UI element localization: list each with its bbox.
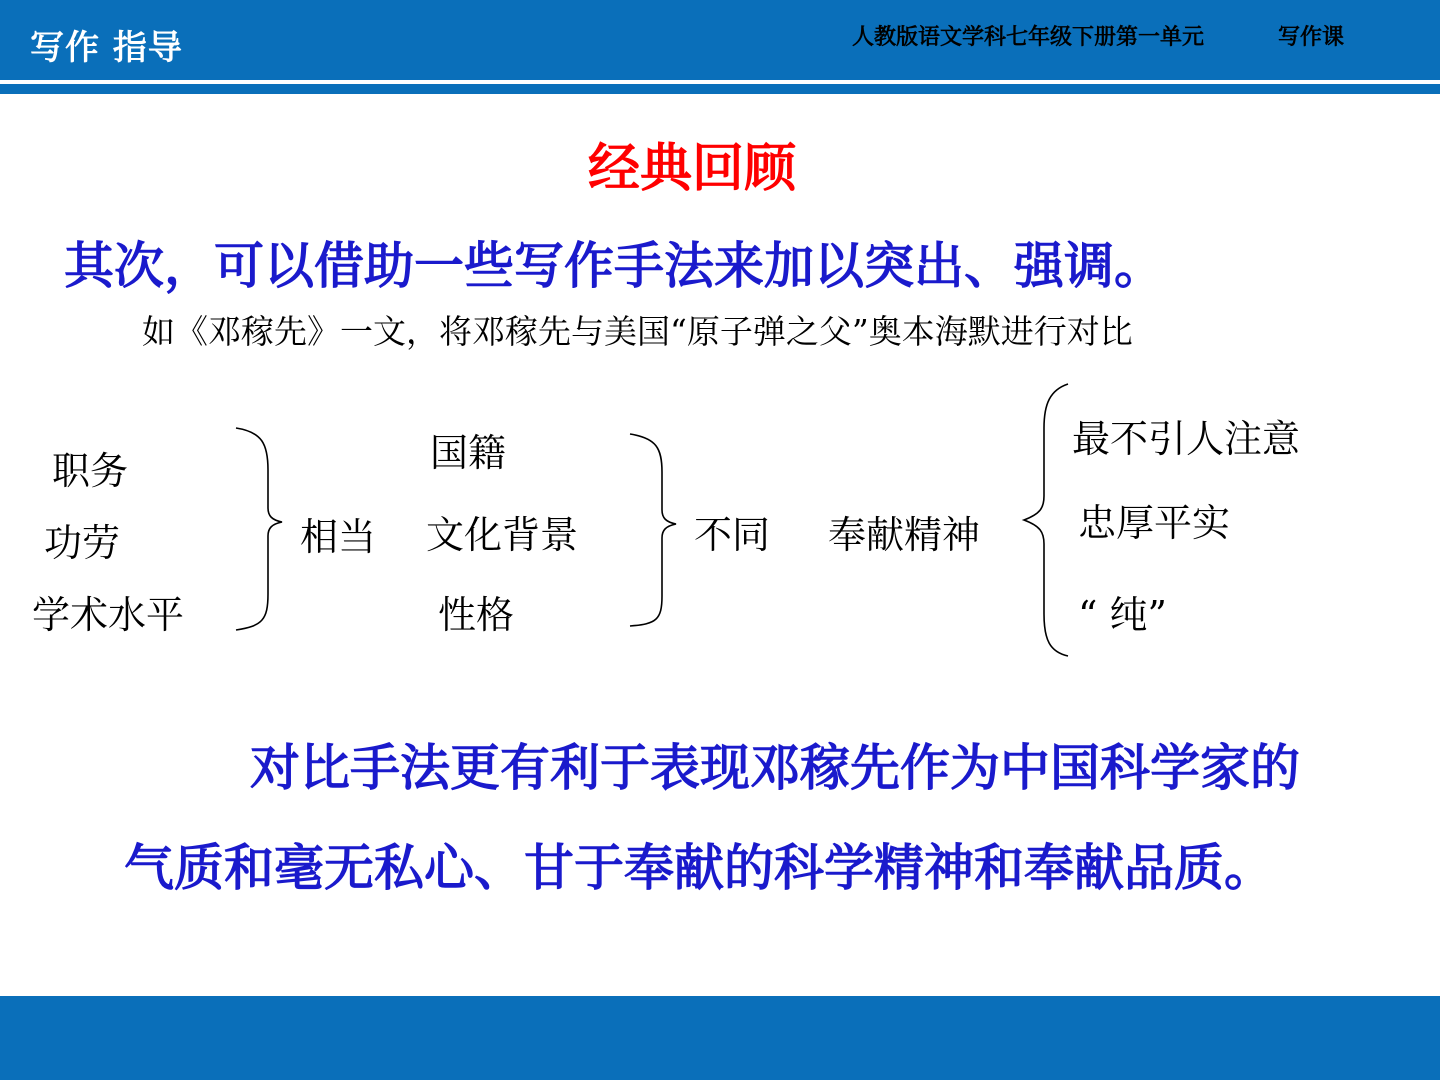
- course-type: 写作课: [1278, 25, 1345, 50]
- trait-unobtrusive: 最不引人注意: [1072, 417, 1301, 461]
- relation-equal: 相当: [300, 515, 377, 559]
- brace-right-2: [630, 434, 676, 626]
- footer-bar: [0, 996, 1440, 1080]
- slide-title: 经典回顾: [588, 138, 797, 199]
- item-academic-level: 学术水平: [32, 593, 185, 637]
- brace-left-3: [1024, 384, 1068, 656]
- conclusion-text: 对比手法更有利于表现邓稼先作为中国科学家的气质和毫无私心、甘于奉献的科学精神和奉献品质。: [124, 738, 1300, 897]
- item-nationality: 国籍: [430, 431, 507, 475]
- relation-different: 不同: [694, 513, 771, 557]
- brace-right-1: [236, 428, 282, 630]
- conclusion-paragraph: [124, 718, 1334, 918]
- lead-sentence: 其次，可以借助一些写作手法来加以突出、强调。: [64, 236, 1164, 295]
- trait-honest: 忠厚平实: [1078, 501, 1231, 545]
- item-position: 职务: [52, 449, 129, 493]
- example-sentence: 如《邓稼先》一文，将邓稼先与美国“原子弹之父”奥本海默进行对比: [142, 312, 1133, 351]
- item-dedication: 奉献精神: [828, 513, 981, 557]
- item-merit: 功劳: [44, 521, 121, 565]
- trait-pure: “ 纯”: [1078, 593, 1167, 637]
- brand-title: 写作 指导: [30, 28, 183, 68]
- item-personality: 性格: [438, 593, 515, 637]
- item-cultural-background: 文化背景: [426, 513, 579, 557]
- course-name: 人教版语文学科七年级下册第一单元: [852, 25, 1205, 50]
